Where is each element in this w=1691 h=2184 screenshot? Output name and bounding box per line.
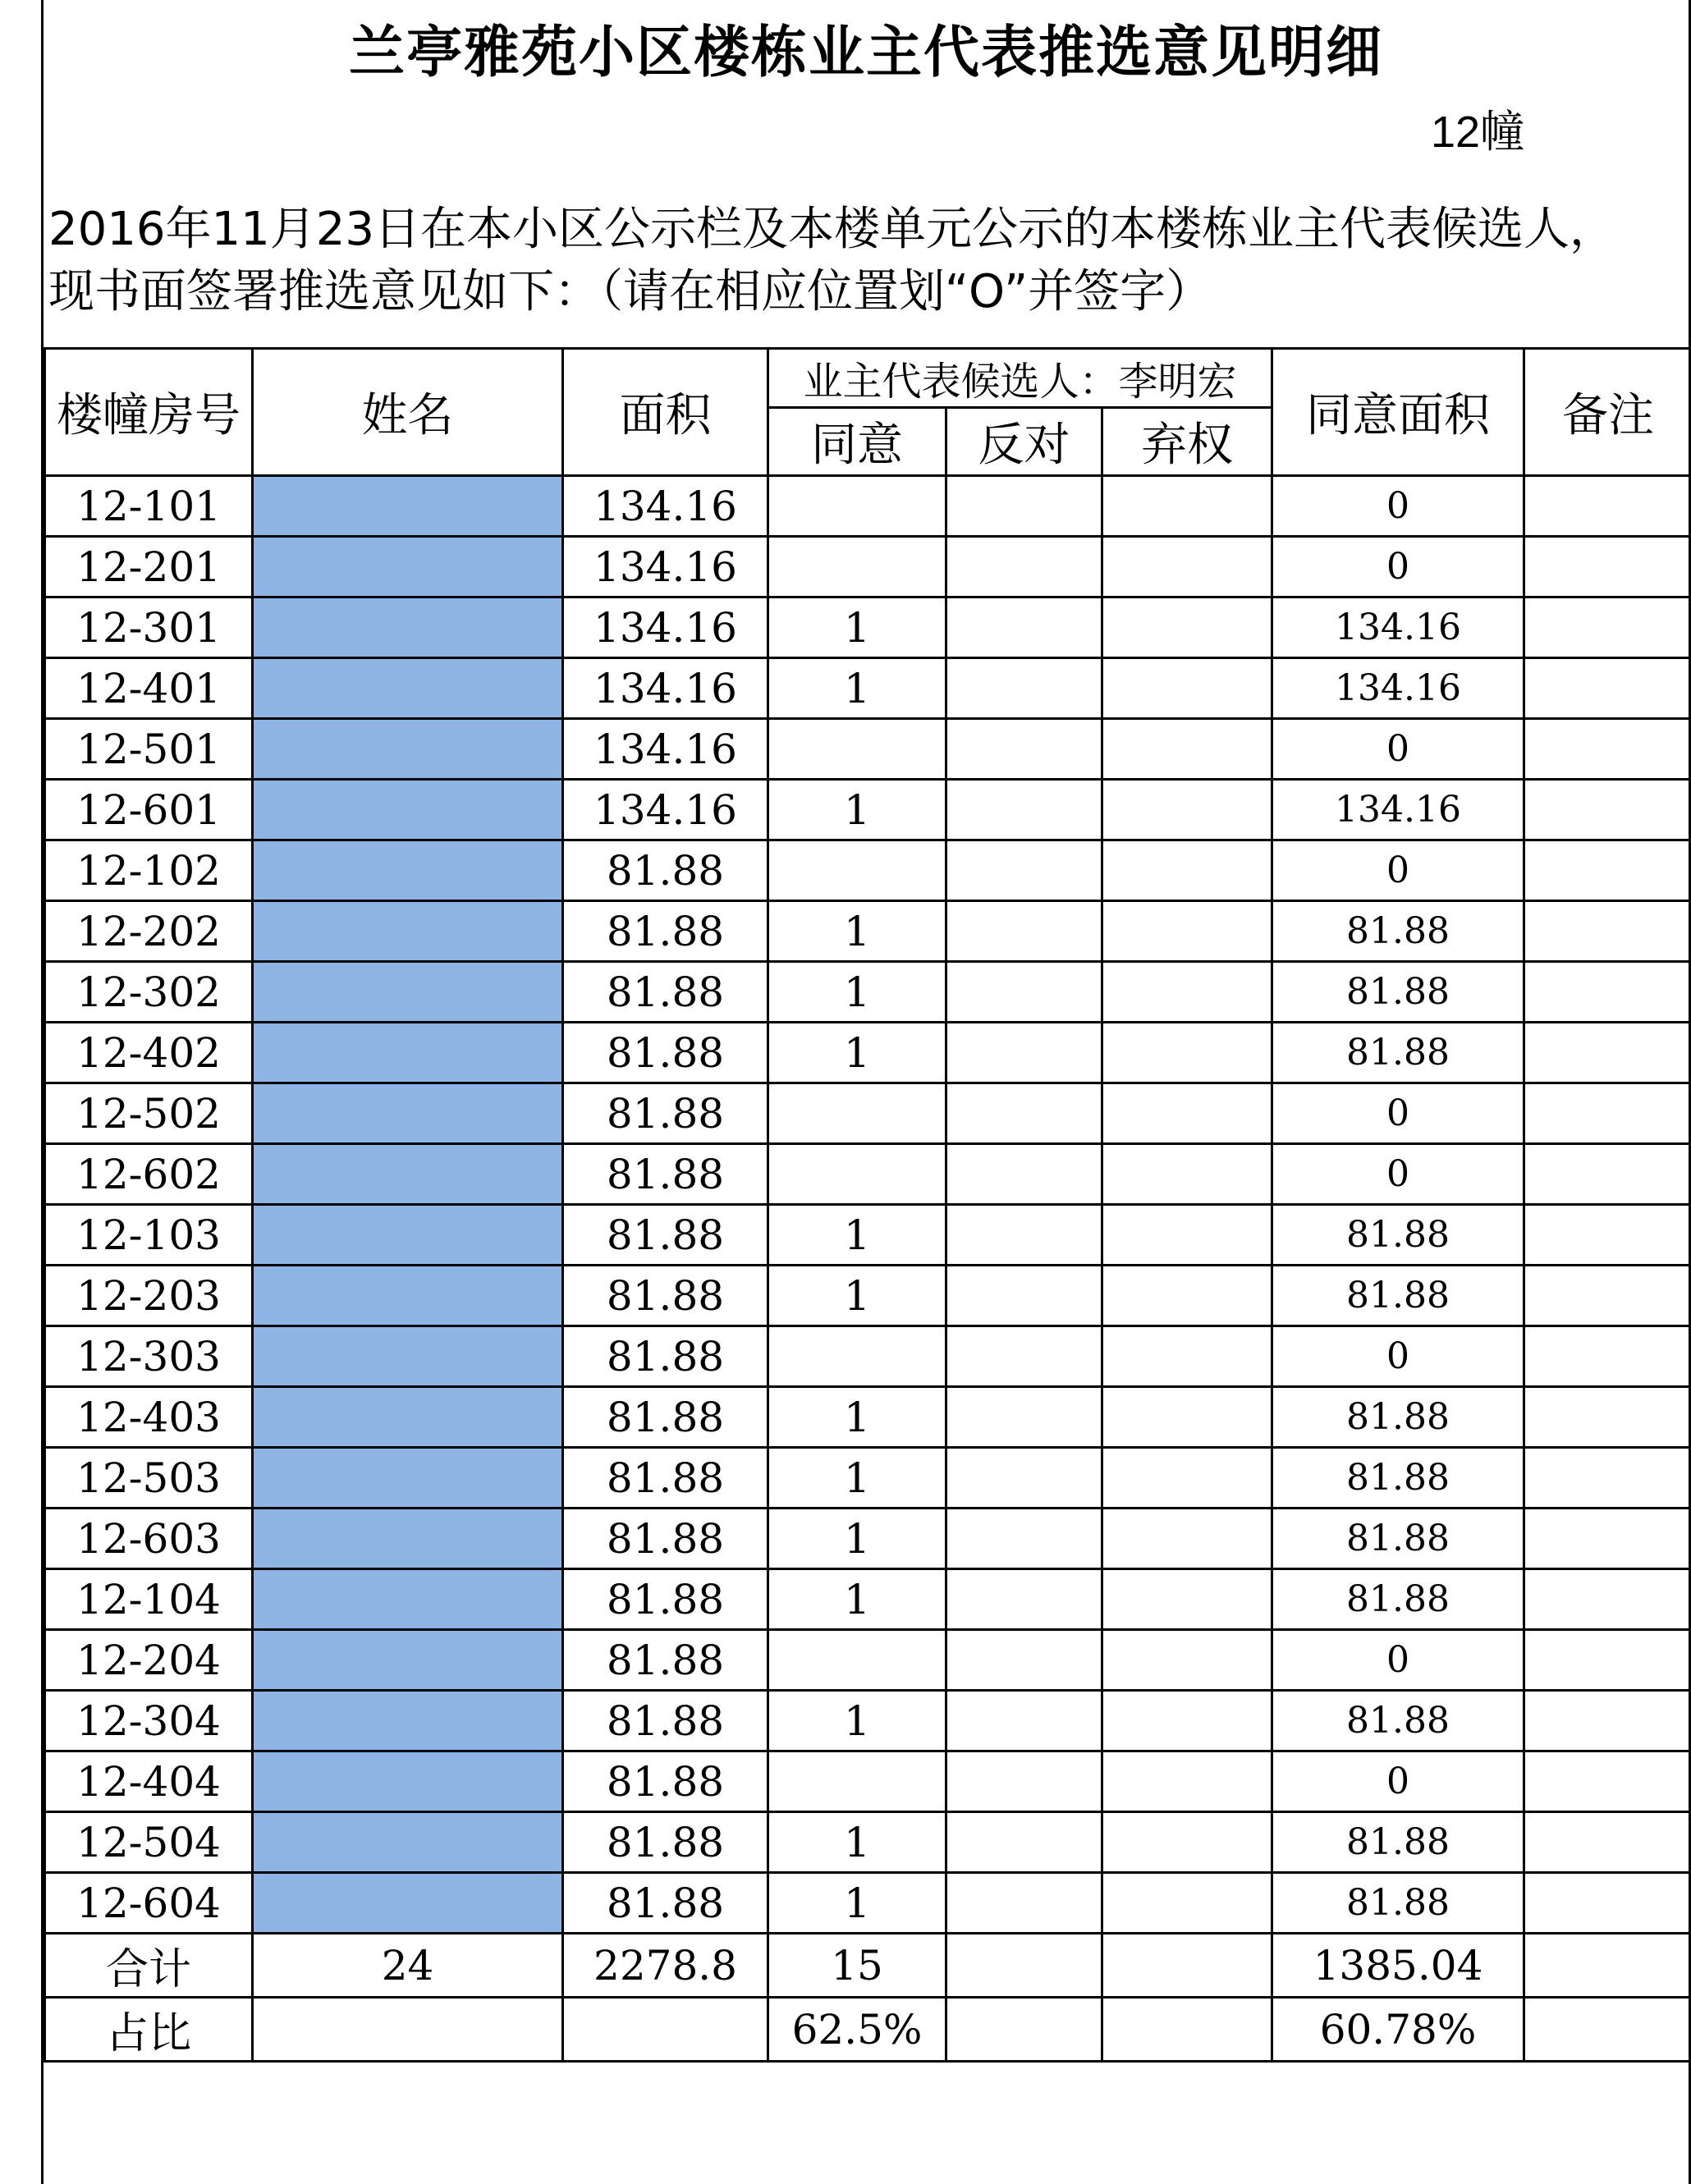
room-cell: 12-201: [45, 537, 253, 598]
agreed-area-cell: 81.88: [1272, 1023, 1524, 1083]
abstain-cell: [1102, 1630, 1272, 1691]
table-row: [45, 901, 1691, 962]
agreed-area-cell: 81.88: [1272, 1509, 1524, 1569]
total-agreed-area: 1385.04: [1272, 1934, 1524, 1998]
remark-cell: [1524, 1083, 1691, 1144]
agree-cell: [768, 1751, 946, 1812]
area-cell: 134.16: [563, 780, 768, 840]
oppose-cell: [946, 901, 1102, 962]
room-cell: 12-501: [45, 719, 253, 780]
agreed-area-cell: 81.88: [1272, 1812, 1524, 1873]
remark-cell: [1524, 1630, 1691, 1691]
agree-cell: [768, 719, 946, 780]
abstain-cell: [1102, 1266, 1272, 1326]
remark-cell: [1524, 1509, 1691, 1569]
remark-cell: [1524, 1873, 1691, 1934]
area-cell: 81.88: [563, 1387, 768, 1448]
col-header-oppose: 反对: [946, 408, 1102, 476]
owner-name-cell: [253, 1023, 563, 1083]
room-cell: 12-601: [45, 780, 253, 840]
owner-name-cell: [253, 962, 563, 1023]
ratio-row: [45, 1998, 1691, 2062]
owner-name-cell: [253, 1205, 563, 1266]
total-area: 2278.8: [563, 1934, 768, 1998]
col-header-agreed-area: 同意面积: [1272, 349, 1524, 476]
owner-name-cell: [253, 1691, 563, 1751]
table-row: [45, 719, 1691, 780]
area-cell: 81.88: [563, 1144, 768, 1205]
table-row: [45, 1509, 1691, 1569]
oppose-cell: [946, 1083, 1102, 1144]
col-header-area: 面积: [563, 349, 768, 476]
room-cell: 12-301: [45, 598, 253, 658]
abstain-cell: [1102, 1144, 1272, 1205]
abstain-cell: [1102, 1509, 1272, 1569]
area-cell: 134.16: [563, 658, 768, 719]
agree-cell: 1: [768, 598, 946, 658]
owner-name-cell: [253, 1509, 563, 1569]
oppose-cell: [946, 1266, 1102, 1326]
table-row: [45, 1751, 1691, 1812]
remark-cell: [1524, 962, 1691, 1023]
table-row: [45, 658, 1691, 719]
col-header-name: 姓名: [253, 349, 563, 476]
building-number: 12幢: [1431, 108, 1525, 157]
oppose-cell: [946, 1691, 1102, 1751]
owner-name-cell: [253, 598, 563, 658]
oppose-cell: [946, 840, 1102, 901]
area-cell: 81.88: [563, 1266, 768, 1326]
remark-cell: [1524, 1144, 1691, 1205]
abstain-cell: [1102, 780, 1272, 840]
header-row: [45, 349, 1691, 408]
area-cell: 81.88: [563, 1023, 768, 1083]
ratio-abstain: [1102, 1998, 1272, 2062]
owner-name-cell: [253, 1326, 563, 1387]
table-row: [45, 1023, 1691, 1083]
owner-name-cell: [253, 901, 563, 962]
room-cell: 12-503: [45, 1448, 253, 1509]
area-cell: 81.88: [563, 1509, 768, 1569]
ratio-name: [253, 1998, 563, 2062]
area-cell: 81.88: [563, 1630, 768, 1691]
abstain-cell: [1102, 1873, 1272, 1934]
oppose-cell: [946, 1509, 1102, 1569]
owner-name-cell: [253, 1387, 563, 1448]
remark-cell: [1524, 1751, 1691, 1812]
remark-cell: [1524, 780, 1691, 840]
ratio-label: 占比: [45, 1998, 253, 2062]
agree-cell: 1: [768, 1509, 946, 1569]
table-row: [45, 1569, 1691, 1630]
oppose-cell: [946, 1569, 1102, 1630]
abstain-cell: [1102, 1691, 1272, 1751]
area-cell: 134.16: [563, 476, 768, 537]
remark-cell: [1524, 1387, 1691, 1448]
agreed-area-cell: 81.88: [1272, 1569, 1524, 1630]
abstain-cell: [1102, 537, 1272, 598]
remark-cell: [1524, 1812, 1691, 1873]
table-row: [45, 1326, 1691, 1387]
total-agree: 15: [768, 1934, 946, 1998]
room-cell: 12-404: [45, 1751, 253, 1812]
abstain-cell: [1102, 1751, 1272, 1812]
table-row: [45, 1083, 1691, 1144]
abstain-cell: [1102, 962, 1272, 1023]
agreed-area-cell: 134.16: [1272, 780, 1524, 840]
agree-cell: 1: [768, 1691, 946, 1751]
ratio-area: [563, 1998, 768, 2062]
col-header-remark: 备注: [1524, 349, 1691, 476]
agreed-area-cell: 0: [1272, 1630, 1524, 1691]
notice-line-1: 2016年11月23日在本小区公示栏及本楼单元公示的本楼栋业主代表候选人，: [48, 203, 1616, 256]
ratio-remark: [1524, 1998, 1691, 2062]
room-cell: 12-604: [45, 1873, 253, 1934]
agreed-area-cell: 81.88: [1272, 901, 1524, 962]
table-row: [45, 840, 1691, 901]
col-header-agree: 同意: [768, 408, 946, 476]
col-header-abstain: 弃权: [1102, 408, 1272, 476]
agree-cell: 1: [768, 1266, 946, 1326]
owner-name-cell: [253, 1083, 563, 1144]
agree-cell: [768, 537, 946, 598]
agreed-area-cell: 0: [1272, 476, 1524, 537]
total-count: 24: [253, 1934, 563, 1998]
agree-cell: 1: [768, 1812, 946, 1873]
page-title: 兰亭雅苑小区楼栋业主代表推选意见明细: [348, 21, 1383, 85]
oppose-cell: [946, 1023, 1102, 1083]
abstain-cell: [1102, 1205, 1272, 1266]
oppose-cell: [946, 1751, 1102, 1812]
area-cell: 81.88: [563, 1569, 768, 1630]
abstain-cell: [1102, 719, 1272, 780]
total-oppose: [946, 1934, 1102, 1998]
table-row: [45, 1630, 1691, 1691]
owner-name-cell: [253, 1266, 563, 1326]
area-cell: 81.88: [563, 1083, 768, 1144]
table-row: [45, 962, 1691, 1023]
total-label: 合计: [45, 1934, 253, 1998]
oppose-cell: [946, 1812, 1102, 1873]
oppose-cell: [946, 1205, 1102, 1266]
oppose-cell: [946, 719, 1102, 780]
ratio-agreed-area: 60.78%: [1272, 1998, 1524, 2062]
oppose-cell: [946, 476, 1102, 537]
agree-cell: 1: [768, 962, 946, 1023]
agreed-area-cell: 0: [1272, 537, 1524, 598]
col-header-room: 楼幢房号: [45, 349, 253, 476]
owner-name-cell: [253, 1812, 563, 1873]
abstain-cell: [1102, 1569, 1272, 1630]
room-cell: 12-202: [45, 901, 253, 962]
agree-cell: 1: [768, 658, 946, 719]
oppose-cell: [946, 1144, 1102, 1205]
remark-cell: [1524, 1023, 1691, 1083]
abstain-cell: [1102, 658, 1272, 719]
table-row: [45, 537, 1691, 598]
abstain-cell: [1102, 1448, 1272, 1509]
total-row: [45, 1934, 1691, 1998]
room-cell: 12-303: [45, 1326, 253, 1387]
agreed-area-cell: 81.88: [1272, 1387, 1524, 1448]
area-cell: 81.88: [563, 1873, 768, 1934]
table-row: [45, 1205, 1691, 1266]
owner-name-cell: [253, 1569, 563, 1630]
table-row: [45, 598, 1691, 658]
remark-cell: [1524, 1326, 1691, 1387]
notice-text: [48, 199, 1615, 323]
table-row: [45, 1873, 1691, 1934]
owner-name-cell: [253, 476, 563, 537]
table-row: [45, 1144, 1691, 1205]
owner-name-cell: [253, 840, 563, 901]
area-cell: 81.88: [563, 901, 768, 962]
owner-name-cell: [253, 1448, 563, 1509]
room-cell: 12-502: [45, 1083, 253, 1144]
agreed-area-cell: 0: [1272, 719, 1524, 780]
owner-name-cell: [253, 780, 563, 840]
agreed-area-cell: 0: [1272, 840, 1524, 901]
table-row: [45, 1812, 1691, 1873]
remark-cell: [1524, 537, 1691, 598]
oppose-cell: [946, 1387, 1102, 1448]
agreed-area-cell: 0: [1272, 1326, 1524, 1387]
total-remark: [1524, 1934, 1691, 1998]
oppose-cell: [946, 1630, 1102, 1691]
oppose-cell: [946, 658, 1102, 719]
table-row: [45, 476, 1691, 537]
table-row: [45, 780, 1691, 840]
area-cell: 81.88: [563, 840, 768, 901]
remark-cell: [1524, 719, 1691, 780]
col-header-candidate: 业主代表候选人：李明宏: [768, 349, 1272, 408]
agree-cell: [768, 1630, 946, 1691]
oppose-cell: [946, 780, 1102, 840]
room-cell: 12-101: [45, 476, 253, 537]
owner-name-cell: [253, 1751, 563, 1812]
remark-cell: [1524, 476, 1691, 537]
room-cell: 12-504: [45, 1812, 253, 1873]
agree-cell: [768, 476, 946, 537]
area-cell: 81.88: [563, 1205, 768, 1266]
remark-cell: [1524, 658, 1691, 719]
area-cell: 81.88: [563, 1326, 768, 1387]
area-cell: 81.88: [563, 1812, 768, 1873]
room-cell: 12-402: [45, 1023, 253, 1083]
abstain-cell: [1102, 840, 1272, 901]
room-cell: 12-103: [45, 1205, 253, 1266]
abstain-cell: [1102, 1387, 1272, 1448]
table-row: [45, 1691, 1691, 1751]
area-cell: 81.88: [563, 962, 768, 1023]
oppose-cell: [946, 537, 1102, 598]
agree-cell: 1: [768, 1448, 946, 1509]
vote-sheet: [41, 0, 1691, 2184]
remark-cell: [1524, 1569, 1691, 1630]
agree-cell: [768, 840, 946, 901]
room-cell: 12-401: [45, 658, 253, 719]
agreed-area-cell: 81.88: [1272, 1266, 1524, 1326]
oppose-cell: [946, 1448, 1102, 1509]
ratio-oppose: [946, 1998, 1102, 2062]
abstain-cell: [1102, 1023, 1272, 1083]
ratio-agree: 62.5%: [768, 1998, 946, 2062]
area-cell: 134.16: [563, 719, 768, 780]
agree-cell: 1: [768, 901, 946, 962]
table-row: [45, 1448, 1691, 1509]
owner-name-cell: [253, 537, 563, 598]
oppose-cell: [946, 1326, 1102, 1387]
oppose-cell: [946, 598, 1102, 658]
agree-cell: 1: [768, 1023, 946, 1083]
remark-cell: [1524, 1691, 1691, 1751]
vote-table: [44, 347, 1691, 2063]
agree-cell: [768, 1326, 946, 1387]
agreed-area-cell: 134.16: [1272, 658, 1524, 719]
remark-cell: [1524, 840, 1691, 901]
room-cell: 12-302: [45, 962, 253, 1023]
agree-cell: 1: [768, 1569, 946, 1630]
agreed-area-cell: 0: [1272, 1751, 1524, 1812]
agree-cell: 1: [768, 1205, 946, 1266]
remark-cell: [1524, 901, 1691, 962]
area-cell: 81.88: [563, 1448, 768, 1509]
agree-cell: 1: [768, 780, 946, 840]
agreed-area-cell: 81.88: [1272, 1205, 1524, 1266]
agreed-area-cell: 0: [1272, 1083, 1524, 1144]
agreed-area-cell: 81.88: [1272, 962, 1524, 1023]
agree-cell: [768, 1083, 946, 1144]
remark-cell: [1524, 1205, 1691, 1266]
abstain-cell: [1102, 598, 1272, 658]
room-cell: 12-204: [45, 1630, 253, 1691]
agree-cell: 1: [768, 1387, 946, 1448]
oppose-cell: [946, 962, 1102, 1023]
notice-line-2: 现书面签署推选意见如下：（请在相应位置划“O”并签字）: [48, 265, 1212, 318]
owner-name-cell: [253, 658, 563, 719]
room-cell: 12-403: [45, 1387, 253, 1448]
agreed-area-cell: 81.88: [1272, 1448, 1524, 1509]
room-cell: 12-102: [45, 840, 253, 901]
owner-name-cell: [253, 1630, 563, 1691]
abstain-cell: [1102, 901, 1272, 962]
remark-cell: [1524, 1266, 1691, 1326]
agreed-area-cell: 134.16: [1272, 598, 1524, 658]
room-cell: 12-603: [45, 1509, 253, 1569]
abstain-cell: [1102, 476, 1272, 537]
abstain-cell: [1102, 1083, 1272, 1144]
area-cell: 81.88: [563, 1751, 768, 1812]
total-abstain: [1102, 1934, 1272, 1998]
agreed-area-cell: 0: [1272, 1144, 1524, 1205]
room-cell: 12-602: [45, 1144, 253, 1205]
remark-cell: [1524, 1448, 1691, 1509]
remark-cell: [1524, 598, 1691, 658]
area-cell: 81.88: [563, 1691, 768, 1751]
owner-name-cell: [253, 1873, 563, 1934]
area-cell: 134.16: [563, 598, 768, 658]
agree-cell: 1: [768, 1873, 946, 1934]
agreed-area-cell: 81.88: [1272, 1691, 1524, 1751]
agreed-area-cell: 81.88: [1272, 1873, 1524, 1934]
agree-cell: [768, 1144, 946, 1205]
room-cell: 12-203: [45, 1266, 253, 1326]
abstain-cell: [1102, 1326, 1272, 1387]
abstain-cell: [1102, 1812, 1272, 1873]
table-row: [45, 1387, 1691, 1448]
owner-name-cell: [253, 1144, 563, 1205]
owner-name-cell: [253, 719, 563, 780]
room-cell: 12-104: [45, 1569, 253, 1630]
area-cell: 134.16: [563, 537, 768, 598]
oppose-cell: [946, 1873, 1102, 1934]
table-row: [45, 1266, 1691, 1326]
room-cell: 12-304: [45, 1691, 253, 1751]
